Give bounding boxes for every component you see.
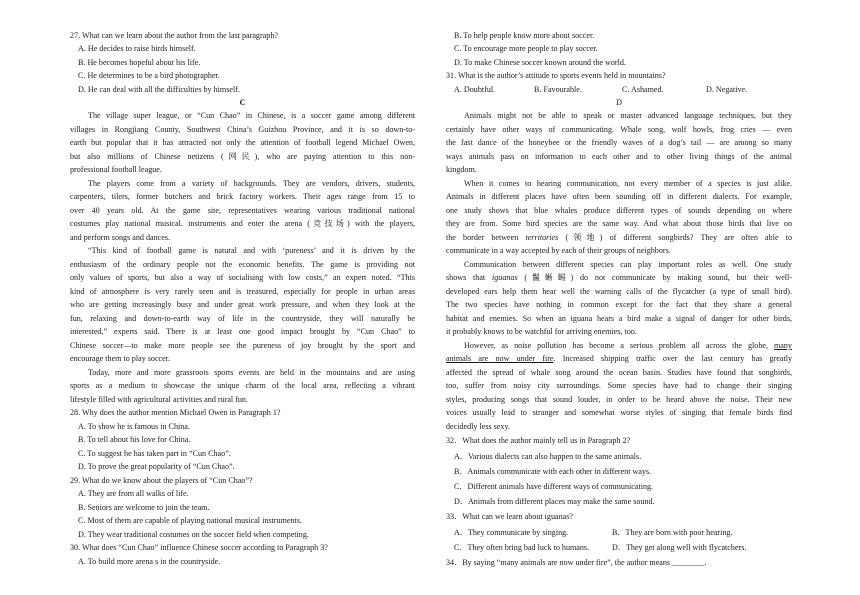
q30-stem: 30. What does “Cun Chao” influence Chinese soccer according to Paragraph 3?: [70, 543, 328, 552]
q29-stem: 29. What do we know about the players of “Cun Chao”?: [70, 476, 253, 485]
q31-options: [446, 85, 747, 95]
passage-c-line: kind of atmosphere is very rarely seen and is treasured, especially for people in urban areas: [70, 287, 415, 296]
q31-stem: 31. What is the author’s attitude to sports events held in mountains?: [446, 71, 666, 80]
passage-c-line: The players come from a variety of backgrounds. They are vendors, drivers, students,: [88, 179, 415, 188]
passage-d-line: kingdom.: [446, 165, 477, 174]
passage-d-line: Animals might not be able to speak or master advanced language techniques, but they: [464, 111, 792, 120]
passage-d-line: habitat and enemies. So when an iguana hears a bird make a signal of danger for other birds,: [446, 314, 792, 323]
q33-option-b: B．They are born with poor hearing.: [612, 528, 733, 537]
passage-d-line: However, as noise pollution has become a serious problem all across the globe, many: [464, 341, 792, 350]
passage-c-line: encourage them to play soccer.: [70, 354, 171, 363]
passage-d-line: animals are now under fire. Increased shipping traffic over the last century has greatly: [446, 354, 793, 363]
passage-c-line: Chinese soccer—to make more people see the pureness of joy brought by the sport and: [70, 341, 415, 350]
passage-d-line: The two species have nothing in common except for the fact that they share a general: [446, 300, 792, 309]
passage-c-line: over 40 years old. At the game site, representatives wearing various traditional national: [70, 206, 415, 215]
passage-c-line: who are getting increasingly busy and under great work pressure, and when they look at the: [70, 300, 415, 309]
passage-c-line: villages in Rongjiang County, Southwest China’s Guizhou Province, and it is so down-to-: [70, 125, 415, 134]
section-d-heading: D: [616, 98, 622, 107]
q33-options-row1: [446, 528, 732, 538]
passage-c-line: only values of sports, but also a way of socialising with low costs,” an expert noted. “This: [70, 273, 415, 282]
passage-d-line: one study shows that blue whales produce different types of sounds depending on where: [446, 206, 792, 215]
q27-stem: 27. What can we learn about the author from the last paragraph?: [70, 31, 278, 40]
q29-option-a: A. They are from all walks of life.: [78, 489, 189, 498]
passage-d-line: shows that iguanas (鬣蜥蜴) do not communicate by making sound, but their well-: [446, 273, 792, 282]
q33-options-row2: [446, 543, 746, 553]
passage-d-line: decidedly less sexy.: [446, 422, 510, 431]
passage-d-line: Communication between different species can play important roles as well. One study: [464, 260, 792, 269]
q27-option-b: B. He becomes hopeful about his life.: [78, 58, 201, 67]
q33-option-a: A．They communicate by singing.: [454, 528, 569, 537]
q28-stem: 28. Why does the author mention Michael Owen in Paragraph 1?: [70, 408, 281, 417]
emphasis-text: iguanas: [491, 273, 518, 282]
passage-d-line: When it comes to hearing communication, not every member of a species is just alike.: [464, 179, 792, 188]
passage-c-line: sports as a medium to showcase the unique charm of the local area, reflecting a vibrant: [70, 381, 415, 390]
passage-c-line: interested,” experts said. There is at least one good impact brought by “Cun Chao” to: [70, 327, 415, 336]
passage-d-line: it probably knows to be watchful for arriving enemies, too.: [446, 327, 637, 336]
q27-option-d: D. He can deal with all the difficulties by himself.: [78, 85, 240, 94]
q29-option-b: B. Seniors are welcome to join the team.: [78, 503, 210, 512]
q30-option-d: D. To make Chinese soccer known around the world.: [454, 58, 626, 67]
q29-option-d: D. They wear traditional costumes on the soccer field when competing.: [78, 530, 309, 539]
passage-d-line: they are from. Some bird species are the same way. And what about those birds that live on: [446, 219, 792, 228]
q32-option-b: B．Animals communicate with each other in different ways.: [454, 467, 652, 476]
q27-option-a: A. He decides to raise birds himself.: [78, 44, 196, 53]
passage-c-line: earth but popular that it has attracted not only the attention of football legend Michael Owen,: [70, 138, 415, 147]
q30-option-c: C. To encourage more people to play soccer.: [454, 44, 598, 53]
passage-c-line: fun, relaxing and down-to-earth way of life in the countryside, they will naturally be: [70, 314, 415, 323]
q32-option-a: A．Various dialects can also happen to the same animals.: [454, 452, 642, 461]
q28-option-a: A. To show he is famous in China.: [78, 422, 190, 431]
passage-d-line: certainly have other ways of communicating. Whale song, wolf howls, frog cries — even: [446, 125, 792, 134]
q32-option-c: C．Different animals have different ways of communicating.: [454, 482, 654, 491]
emphasis-text: territories: [525, 233, 559, 242]
passage-c-line: enthusiasm of the ordinary people not the economic benefits. The game is providing not: [70, 260, 415, 269]
passage-c-line: carpenters, tilers, former butchers and brick factory workers. Their ages range from 15 to: [70, 192, 415, 201]
passage-c-line: lifestyle filled with agricultural activities and rural fun.: [70, 395, 249, 404]
passage-d-line: too, suffer from noisy city surroundings. Some species have had to change their singing: [446, 381, 792, 390]
passage-c-line: and perform songs and dances.: [70, 233, 171, 242]
q28-option-b: B. To tell about his love for China.: [78, 435, 191, 444]
passage-c-line: “This kind of football game is natural and with ‘pureness’ and it is driven by the: [88, 246, 415, 255]
q34-stem: 34．By saying “many animals are now under fire”, the author means ________.: [446, 558, 707, 567]
q28-option-d: D. To prove the great popularity of “Cun Chao”.: [78, 462, 235, 471]
emphasis-text: animals are now under fire: [446, 354, 554, 363]
passage-d-line: voices usually lead to stranger and somewhat worse styles of singing that female birds find: [446, 408, 792, 417]
passage-d-line: Animals in different places have often been sounding off in different dialects. For example,: [446, 192, 792, 201]
q33-option-d: D．They get along well with flycatchers.: [612, 543, 747, 552]
section-c-heading: C: [239, 98, 246, 107]
q33-option-c: C．They often bring bad luck to humans.: [454, 543, 590, 552]
q32-stem: 32．What does the author mainly tell us in Paragraph 2?: [446, 436, 631, 445]
q33-stem: 33．What can we learn about iguanas?: [446, 512, 573, 521]
passage-c-line: professional football league.: [70, 165, 162, 174]
q31-option-d: D. Negative.: [706, 85, 748, 94]
passage-c-line: but also millions of Chinese netizens (网民), who are paying attention to this non-: [70, 152, 415, 161]
passage-d-line: affected the spread of whale song around the ocean basin. Studies have found that songbirds,: [446, 368, 792, 377]
q31-option-c: C. Ashamed.: [622, 85, 664, 94]
q31-option-a: A. Doubtful.: [454, 85, 496, 94]
q29-option-c: C. Most of them are capable of playing national musical instruments.: [78, 516, 302, 525]
passage-d-line: the border between territories (领地) of different songbirds? They are often able to: [446, 233, 792, 242]
q27-option-c: C. He determines to be a bird photographer.: [78, 71, 220, 80]
passage-c-line: The village super league, or “Cun Chao” in Chinese, is a soccer game among different: [88, 111, 415, 120]
passage-d-line: the fast dance of the honeybee or the friendly waves of a dog’s tail — are among so many: [446, 138, 792, 147]
passage-c-line: Today, more and more grassroots sports events are held in the mountains and are using: [88, 368, 415, 377]
q28-option-c: C. To suggest he has taken part in “Cun Chao”.: [78, 449, 231, 458]
q31-option-b: B. Favourable.: [534, 85, 582, 94]
q32-option-d: D．Animals from different places may make the same sound.: [454, 497, 655, 506]
q30-option-b: B. To help people know more about soccer.: [454, 31, 595, 40]
q30-option-a: A. To build more arena s in the countryside.: [78, 557, 221, 566]
passage-d-line: ways animals pass on information to each other and to other living things of the animal: [446, 152, 792, 161]
emphasis-text: many: [774, 341, 792, 350]
passage-c-line: costumes play national musical. instruments and enter the arena (竞技场) with the players,: [70, 219, 415, 228]
passage-d-line: styles, producing songs that sound louder, in order to be heard above the noise. Their new: [446, 395, 792, 404]
passage-d-line: developed ears help them hear well the warning calls of the flycatcher (a type of small bird).: [446, 287, 792, 296]
passage-d-line: communicate in a way accepted by each of their groups of neighbors.: [446, 246, 671, 255]
